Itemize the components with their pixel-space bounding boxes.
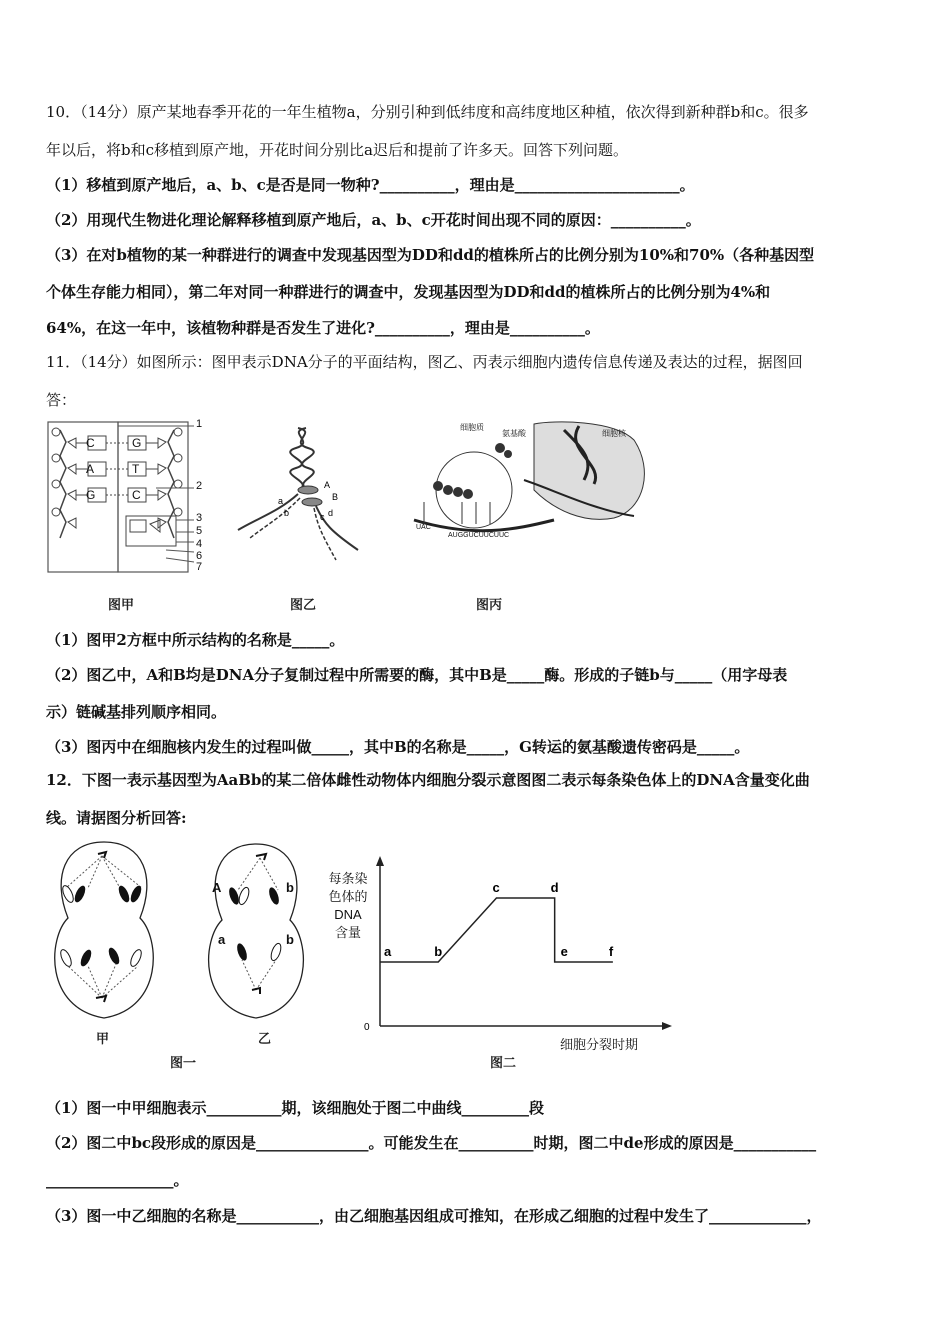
jia-label-1: 1 (196, 418, 203, 430)
svg-text:B: B (332, 492, 339, 502)
yi-gene-A: A (212, 880, 222, 895)
dna-content-series-line (380, 898, 613, 962)
fig1-caption: 图一 (170, 1056, 197, 1071)
gene-expression-figure (414, 420, 654, 580)
q12-line5: _________________。 (46, 1171, 189, 1189)
fig-bing-caption: 图丙 (476, 598, 503, 613)
q10-line2: 年以后，将b和c移植到原产地，开花时间分别比a迟后和提前了许多天。回答下列问题。 (46, 141, 628, 159)
yi-gene-b-bottom: b (286, 932, 294, 947)
y-axis-arrow (376, 856, 384, 866)
yi-gene-a: a (218, 932, 226, 947)
svg-text:c: c (320, 512, 325, 522)
fig-jia-caption: 图甲 (108, 598, 135, 613)
dna-base-right-1: G (132, 436, 142, 450)
dna-base-left-1: C (86, 436, 95, 450)
q12-line6: （3）图一中乙细胞的名称是___________，由乙细胞基因组成可推知，在形成乙细胞的过程中发生了_____________， (46, 1207, 822, 1225)
q10-line4: （2）用现代生物进化理论解释移植到原产地后，a、b、c开花时间出现不同的原因：__________。 (46, 211, 701, 229)
yi-gene-b-top: b (286, 880, 294, 895)
jia-label-5: 5 (196, 525, 203, 537)
q11-line2: 答： (46, 391, 77, 409)
jia-label-2: 2 (196, 480, 203, 492)
fig2-caption: 图二 (490, 1056, 517, 1071)
dna-base-left-2: A (86, 462, 95, 476)
x-axis-arrow (662, 1022, 672, 1030)
q11-line3: （1）图甲2方框中所示结构的名称是_____。 (46, 631, 345, 649)
q12-line2: 线。请据图分析回答: (46, 809, 187, 827)
q11-line1: 11．（14分）如图所示：图甲表示DNA分子的平面结构，图乙、丙表示细胞内遗传信息传递及表达的过程，据图回 (46, 353, 803, 371)
q10-line3: （1）移植到原产地后，a、b、c是否是同一物种?__________，理由是______________________。 (46, 176, 695, 194)
dna-replication-figure (228, 420, 378, 570)
svg-text:b: b (284, 508, 290, 518)
svg-text:a: a (278, 496, 284, 506)
q10-line1: 10．（14分）原产某地春季开花的一年生植物a，分别引种到低纬度和高纬度地区种植，依次得到新种群b和c。很多 (46, 103, 809, 121)
cell-jia-figure (44, 838, 164, 1028)
q12-line4: （2）图二中bc段形成的原因是_______________。可能发生在__________时期，图二中de形成的原因是___________ (46, 1134, 817, 1152)
bing-mrna-label: AUGGUCUUCUUC (448, 532, 510, 539)
chart-point-label-e: e (560, 944, 568, 959)
q11-line6: （3）图丙中在细胞核内发生的过程叫做_____，其中B的名称是_____，G转运的氨基酸遗传密码是_____。 (46, 738, 750, 756)
q10-line6: 个体生存能力相同），第二年对同一种群进行的调查中，发现基因型为DD和dd的植株所占的比例分别为4%和 (46, 283, 771, 301)
jia-label-3: 3 (196, 512, 203, 524)
cell-yi-figure (198, 840, 314, 1026)
chart-point-label-c: c (492, 880, 500, 895)
q12-line1: 12．下图一表示基因型为AaBb的某二倍体雌性动物体内细胞分裂示意图图二表示每条染色体上的DNA含量变化曲 (46, 771, 810, 789)
q10-line7: 64%，在这一年中，该植物种群是否发生了进化?__________，理由是__________。 (46, 319, 600, 337)
chart-ylabel: 每条染色体的DNA含量 (328, 871, 368, 940)
cell-jia-caption: 甲 (96, 1032, 110, 1047)
cell-yi-caption: 乙 (258, 1032, 272, 1047)
jia-label-6: 6 (196, 550, 203, 562)
svg-text:A: A (324, 480, 331, 490)
dna-plane-structure-figure (46, 420, 216, 580)
bing-anticodon-label: UAC (416, 524, 431, 531)
bing-nucleus-label: 细胞核 (602, 429, 626, 438)
chart-origin-label: 0 (364, 1022, 370, 1033)
svg-text:d: d (328, 508, 334, 518)
q12-line3: （1）图一中甲细胞表示__________期，该细胞处于图二中曲线_________段 (46, 1099, 544, 1117)
q10-line5: （3）在对b植物的某一种群进行的调查中发现基因型为DD和dd的植株所占的比例分别为10%和70%（各种基因型 (46, 246, 815, 264)
chart-point-label-a: a (384, 944, 392, 959)
dna-base-right-2: T (132, 462, 140, 476)
bing-cytoplasm-label: 细胞质 (460, 423, 484, 432)
jia-label-7: 7 (196, 561, 203, 573)
chart-point-label-b: b (434, 944, 443, 959)
dna-base-right-3: C (132, 488, 141, 502)
chart-point-label-f: f (608, 944, 614, 959)
fig-yi-caption: 图乙 (290, 598, 317, 613)
chart-xlabel: 细胞分裂时期 (560, 1037, 639, 1052)
bing-amino-label: 氨基酸 (502, 429, 526, 438)
q11-line4: （2）图乙中，A和B均是DNA分子复制过程中所需要的酶，其中B是_____酶。形成的子链b与_____（用字母表 (46, 666, 788, 684)
q11-line5: 示）链碱基排列顺序相同。 (46, 703, 227, 721)
dna-content-chart (350, 850, 660, 1050)
chart-point-label-d: d (550, 880, 559, 895)
dna-base-left-3: G (86, 488, 96, 502)
jia-label-4: 4 (196, 538, 203, 550)
